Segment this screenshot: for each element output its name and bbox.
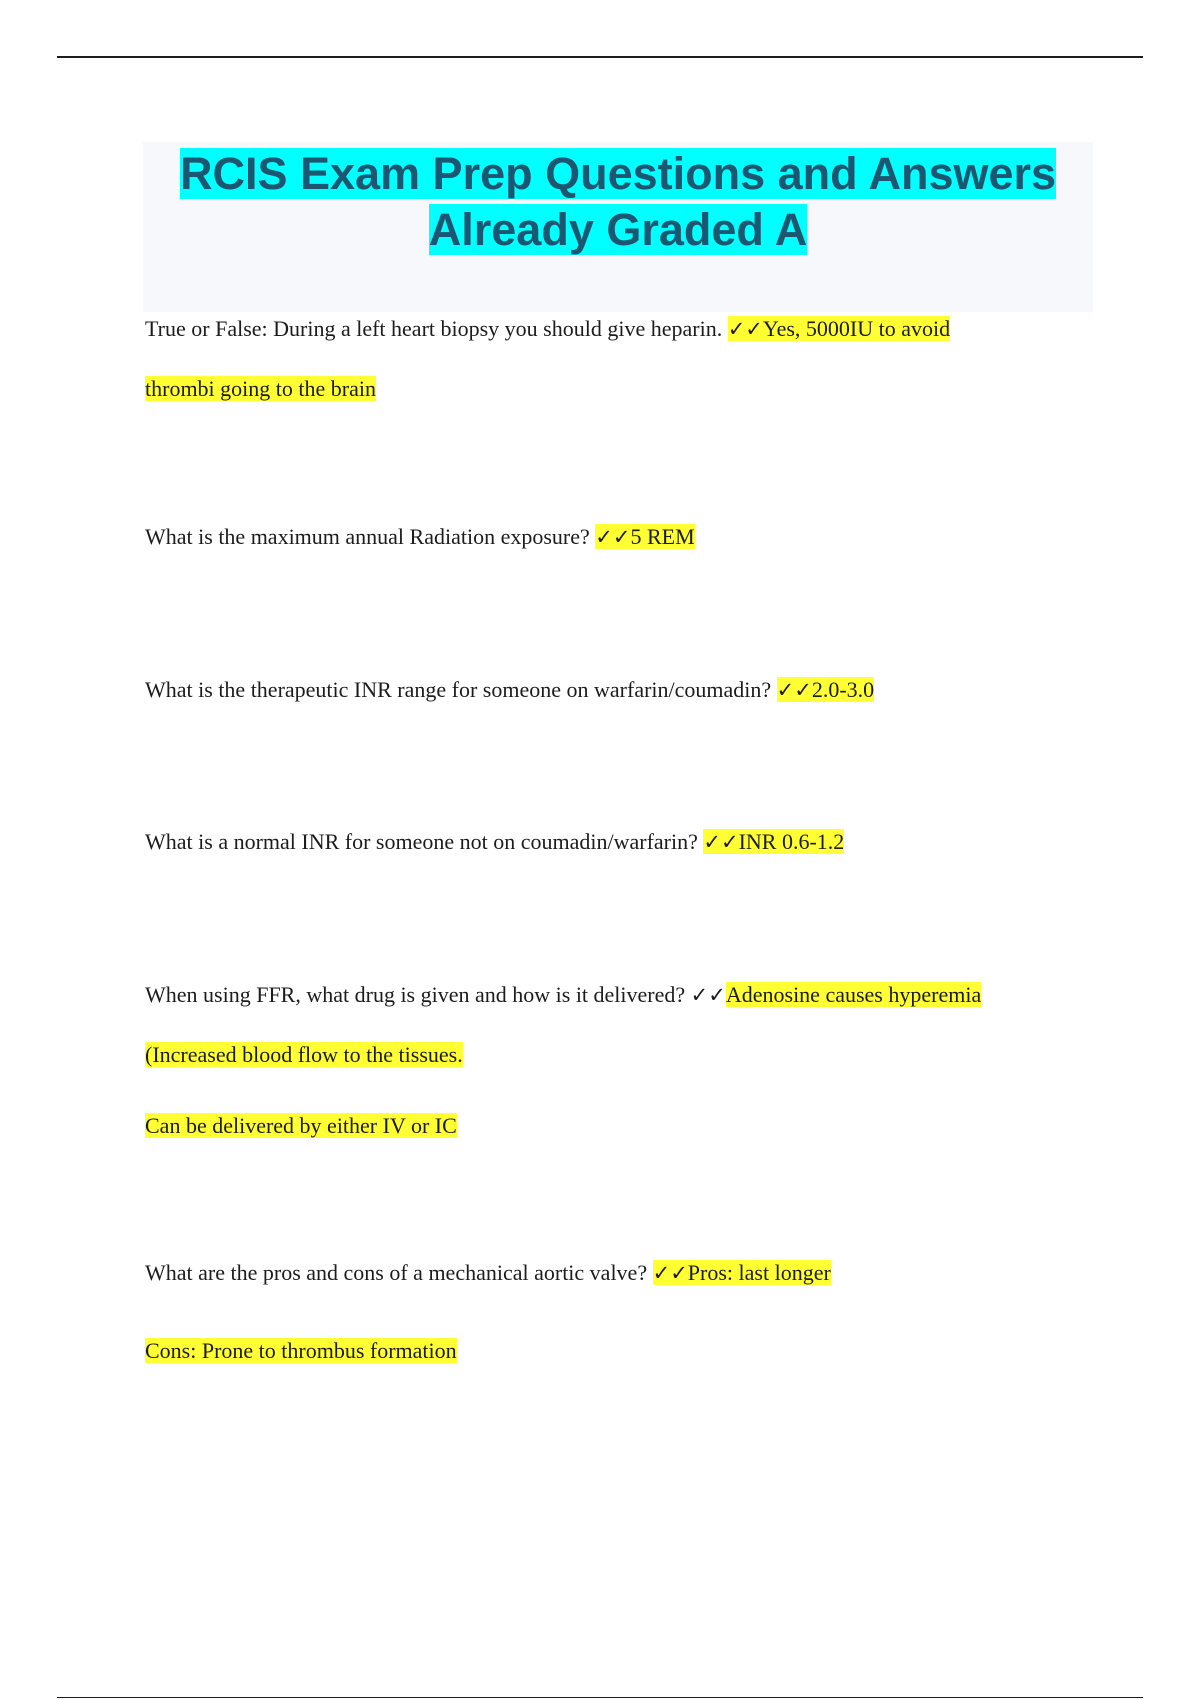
question-text: When using FFR, what drug is given and how is it delivered? — [145, 982, 686, 1007]
double-check-icon: ✓✓ — [703, 830, 739, 854]
document-title — [143, 142, 1093, 258]
answer-highlight — [728, 316, 950, 341]
title-line-1: RCIS Exam Prep Questions and Answers — [179, 148, 1057, 199]
question-text: What are the pros and cons of a mechanical aortic valve? — [145, 1260, 648, 1285]
footer-rule — [57, 1697, 1143, 1698]
answer-text: 2.0-3.0 — [811, 677, 875, 702]
qa-line — [145, 1113, 457, 1139]
double-check-icon: ✓✓ — [776, 678, 812, 702]
qa-line — [145, 1042, 463, 1068]
answer-highlight — [703, 829, 844, 854]
question-text: What is the therapeutic INR range for someone on warfarin/coumadin? — [145, 677, 772, 702]
answer-text: Adenosine causes hyperemia — [725, 982, 982, 1007]
qa-line — [145, 1260, 831, 1286]
qa-line — [145, 524, 695, 550]
answer-text: INR 0.6-1.2 — [738, 829, 845, 854]
answer-text: Yes, 5000IU to avoid — [762, 316, 951, 341]
title-line-2: Already Graded A — [428, 204, 808, 255]
qa-line — [145, 677, 874, 703]
double-check-icon: ✓✓ — [595, 525, 631, 549]
question-text: True or False: During a left heart biopsy you should give heparin. — [145, 316, 723, 341]
answer-highlight — [777, 677, 875, 702]
answer-highlight — [653, 1260, 831, 1285]
question-text: What is the maximum annual Radiation exposure? — [145, 524, 590, 549]
qa-line — [145, 376, 376, 402]
answer-text: Pros: last longer — [687, 1260, 831, 1285]
qa-line — [145, 829, 844, 855]
qa-line — [145, 982, 981, 1008]
answer-text: 5 REM — [630, 524, 695, 549]
double-check-icon: ✓✓ — [690, 983, 726, 1007]
qa-line — [145, 316, 950, 342]
double-check-icon: ✓✓ — [727, 317, 763, 341]
answer-text: Can be delivered by either IV or IC — [145, 1113, 457, 1138]
double-check-icon: ✓✓ — [652, 1261, 688, 1285]
header-rule — [57, 56, 1143, 58]
question-text: What is a normal INR for someone not on coumadin/warfarin? — [145, 829, 698, 854]
answer-highlight — [595, 524, 694, 549]
answer-text: (Increased blood flow to the tissues. — [145, 1042, 463, 1067]
qa-line — [145, 1338, 457, 1364]
answer-text: thrombi going to the brain — [145, 376, 376, 401]
answer-text: Cons: Prone to thrombus formation — [145, 1338, 457, 1363]
title-block — [143, 142, 1093, 312]
